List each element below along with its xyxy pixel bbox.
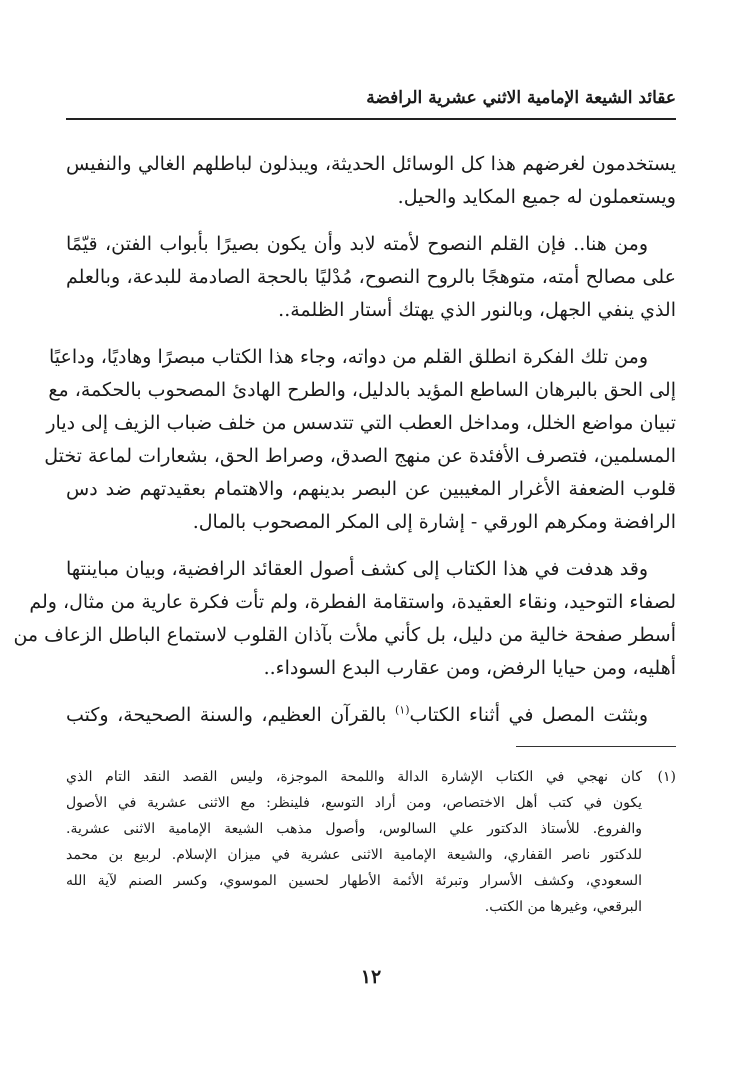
footnote-line: والفروع. للأستاذ الدكتور علي السالوس، وأصول مذهب الشيعة الإمامية الاثنى عشرية. (66, 821, 642, 837)
footnote-1 (66, 764, 676, 920)
paragraph-5 (66, 699, 676, 732)
text-line: وقد هدفت في هذا الكتاب إلى كشف أصول العقائد الرافضية، وبيان مباينتها (66, 558, 648, 580)
footnotes (66, 764, 676, 920)
paragraph-1 (66, 148, 676, 214)
footnote-line: للدكتور ناصر القفاري، والشيعة الإمامية الاثنى عشرية في ميزان الإسلام. لربيع بن محمد (66, 847, 642, 863)
footnote-line: البرقعي، وغيرها من الكتب. (484, 899, 642, 915)
text-line: أهليه، ومن حيايا الرفض، ومن عقارب البدع السوداء.. (263, 657, 676, 679)
paragraph-4 (13, 553, 676, 685)
footnote-separator (516, 746, 676, 747)
running-header (66, 78, 676, 120)
page-number: ١٢ (360, 966, 382, 988)
book-page (13, 78, 676, 1038)
text-line: ومن هنا.. فإن القلم النصوح لأمته لابد وأن يكون بصيرًا بأبواب الفتن، قيّمًا (66, 233, 648, 255)
text-line: الذي ينفي الجهل، وبالنور الذي يهتك أستار الظلمة.. (278, 299, 676, 321)
text-segment: بالقرآن العظيم، والسنة الصحيحة، وكتب (66, 704, 395, 726)
text-line: على مصالح أمته، متوهجًا بالروح النصوح، مُدْليًا بالحجة الصادمة للبدعة، وبالعلم (66, 266, 676, 288)
text-line: يستخدمون لغرضهم هذا كل الوسائل الحديثة، ويبذلون لباطلهم الغالي والنفيس (66, 153, 676, 175)
running-header-title: عقائد الشيعة الإمامية الاثني عشرية الرافضة (366, 87, 676, 108)
paragraph-2 (66, 228, 676, 327)
footnote-line (66, 764, 676, 790)
text-line: تبيان مواضع الخلل، ومداخل العطب التي تتدسس من خلف ضباب الزيف إلى ديار (46, 412, 676, 434)
footnote-line: يكون في كتب أهل الاختصاص، ومن أراد التوسع، فلينظر: مع الاثنى عشرية في الأصول (66, 795, 642, 811)
body-text (13, 148, 676, 732)
text-line-with-reference (66, 699, 676, 732)
text-line: المسلمين، فتصرف الأفئدة عن منهج الصدق، وصراط الحق، بشعارات لماعة تختل (44, 445, 676, 467)
text-line: إلى الحق بالبرهان الساطع المؤيد بالدليل، والطرح الهادئ المصحوب بالحكمة، مع (48, 379, 676, 401)
footnote-number: (١) (657, 769, 676, 785)
text-line: ويستعملون له جميع المكايد والحيل. (397, 186, 676, 208)
footnote-text: كان نهجي في الكتاب الإشارة الدالة واللمحة الموجزة، وليس القصد النقد التام الذي (66, 769, 642, 785)
text-line: أسطر صفحة خالية من دليل، بل كأني ملأت بآذان القلوب لاستماع الباطل الزعاف من (13, 624, 676, 646)
footnote-reference[interactable]: (١) (394, 703, 410, 717)
text-line: ومن تلك الفكرة انطلق القلم من دواته، وجاء هذا الكتاب مبصرًا وهاديًا، وداعيًا (48, 346, 648, 368)
text-line: لصفاء التوحيد، ونقاء العقيدة، واستقامة الفطرة، ولم تأت فكرة عارية من مثال، ولم (29, 591, 676, 613)
paragraph-3 (44, 341, 676, 539)
text-segment: وبثثت المصل في أثناء الكتاب (409, 704, 648, 726)
text-line: الرافضة ومكرهم الورقي - إشارة إلى المكر المصحوب بالمال. (192, 511, 676, 533)
footnote-line: السعودي، وكشف الأسرار وتبرئة الأئمة الأطهار لحسين الموسوي، وكسر الصنم لآية الله (66, 873, 642, 889)
text-line: قلوب الضعفة الأغرار المغيبين عن البصر بدينهم، والاهتمام بعقيدتهم ضد دس (66, 478, 676, 500)
